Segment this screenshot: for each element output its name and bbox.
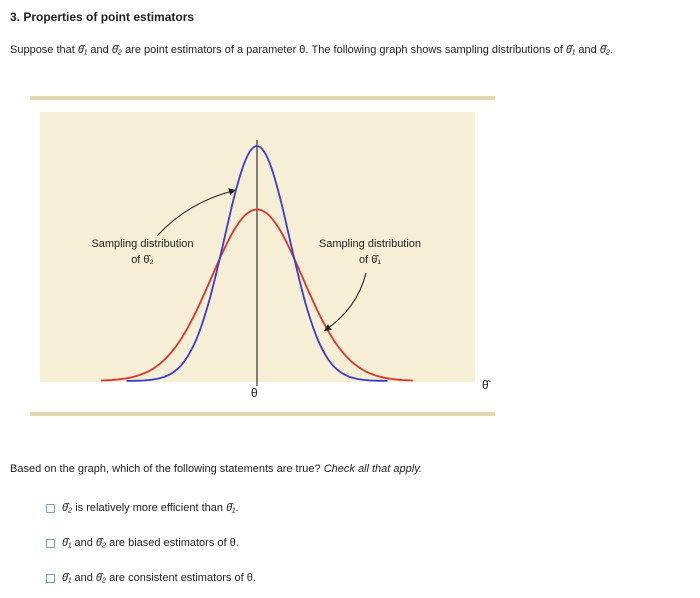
arrow-to-blue-curve [157,190,236,236]
option-1-mid: is relatively more efficient than [75,502,223,514]
option-3[interactable] [46,572,256,584]
label-left-line1: Sampling distribution [91,238,194,250]
option-3-b: θ̂₂ [95,572,107,584]
intro-part2: are point estimators of a parameter θ. The following graph shows sampling distributions of [125,44,563,56]
option-3-end: are consistent estimators of θ. [109,572,256,584]
intro-and-2: and [578,44,597,56]
intro-part1: Suppose that [10,44,75,56]
label-sampling-dist-2 [75,236,210,268]
theta-hat-2-symbol: θ̂₂ [111,44,122,56]
label-sampling-dist-1 [300,236,440,268]
option-2-a: θ̂₁ [62,537,72,549]
option-1-a: θ̂₂ [62,502,73,514]
option-2-b: θ̂₂ [95,537,107,549]
bottom-divider [30,412,495,416]
option-1-b: θ̂₁ [226,502,236,514]
label-right-line2: of θ̂₁ [358,254,382,266]
question-prompt [10,463,422,475]
intro-end: . [610,44,614,56]
option-1-text [62,502,239,514]
theta-hat-1-symbol-2: θ̂₁ [565,44,576,56]
option-2-end: are biased estimators of θ. [109,537,239,549]
option-3-mid: and [74,572,93,584]
intro-and: and [90,44,109,56]
label-left-line2: of θ̂₂ [131,254,154,266]
label-right-line1: Sampling distribution [318,238,422,250]
option-2-text [62,537,239,549]
option-2-mid: and [74,537,93,549]
option-3-a: θ̂₁ [62,572,72,584]
arrow-to-red-curve [324,273,366,331]
option-1-end: . [235,502,239,514]
option-1[interactable] [46,502,239,514]
option-3-text [62,572,256,584]
theta-hat-1-symbol: θ̂₁ [77,44,88,56]
question-text: Based on the graph, which of the following statements are true? [10,463,321,475]
question-title: 3. Properties of point estimators [10,10,195,24]
option-3-checkbox[interactable] [46,574,55,583]
option-2-checkbox[interactable] [46,539,55,548]
theta-hat-2-symbol-2: θ̂₂ [599,44,610,56]
option-2[interactable] [46,537,239,549]
theta-axis-label: θ [251,386,258,400]
option-1-checkbox[interactable] [46,504,55,513]
question-hint: Check all that apply. [323,463,422,475]
theta-hat-axis-label: θ̂ [482,378,489,392]
